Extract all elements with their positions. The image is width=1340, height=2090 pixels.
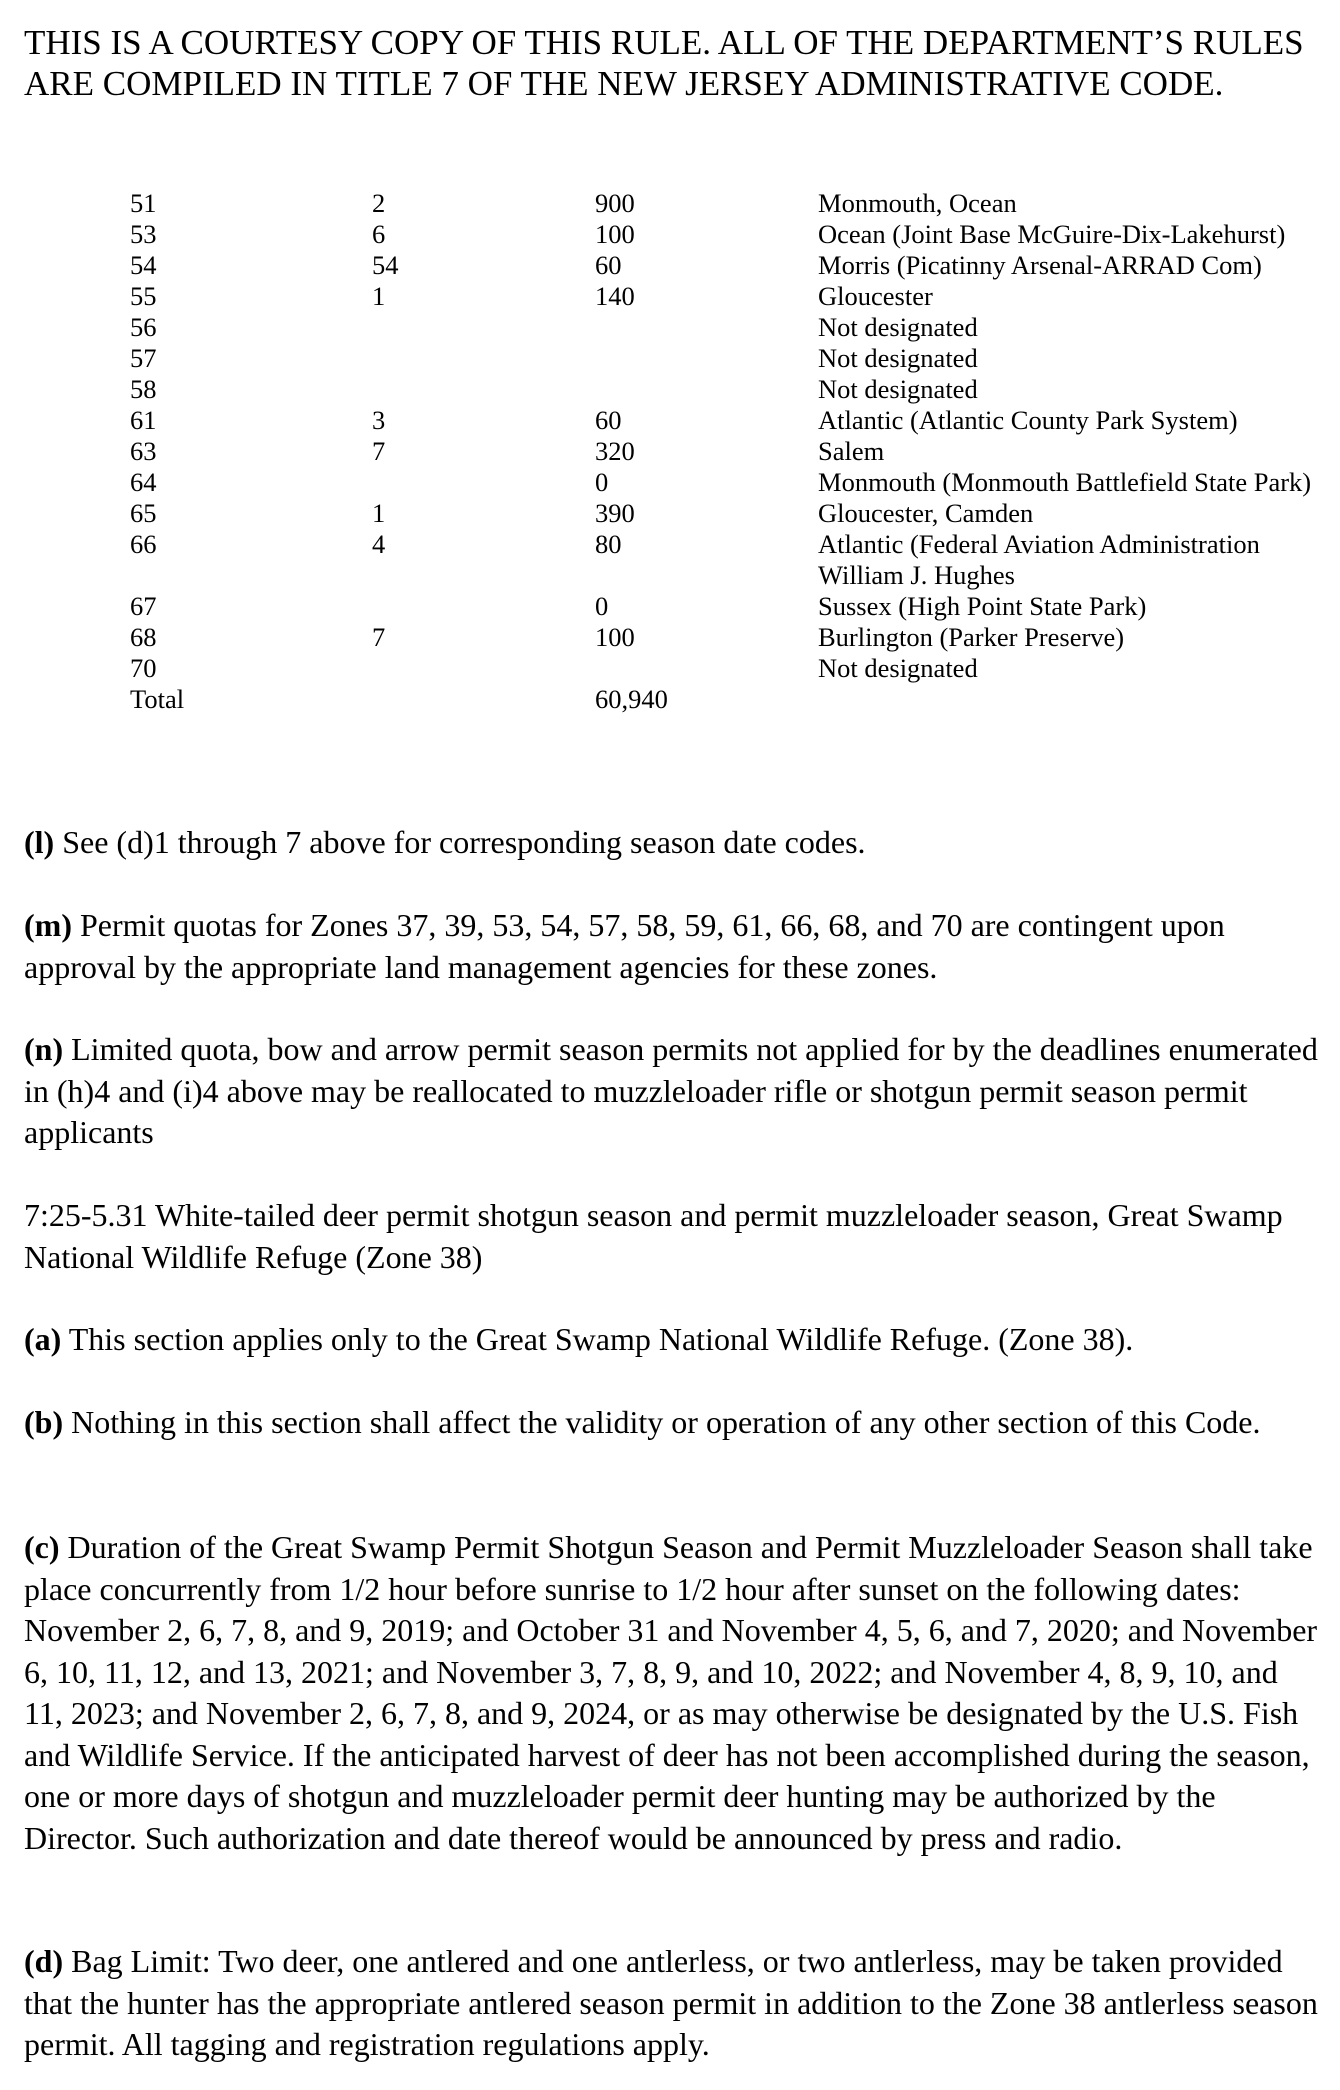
paragraph-label: (l) [24,824,55,860]
quota-cell: 80 [595,529,622,559]
hunt-code-cell: 7 [372,436,386,466]
hunt-code-cell: 4 [372,529,386,559]
paragraph-text: See (d)1 through 7 above for corresponding season date codes. [62,824,866,860]
hunt-code-cell: 6 [372,219,386,249]
paragraph-m [24,905,1324,988]
table-row [130,343,1318,374]
county-cell: Not designated [818,312,978,342]
paragraph-l [24,822,1324,864]
hunt-code-cell [372,467,595,498]
paragraph-label: (n) [24,1031,64,1067]
zone-cell: 70 [130,653,157,683]
permit-quota-table [130,188,1318,715]
paragraph-label: (b) [24,1404,64,1440]
hunt-code-cell [372,653,595,684]
zone-cell: 54 [130,250,157,280]
paragraph-text: Permit quotas for Zones 37, 39, 53, 54, 57, 58, 59, 61, 66, 68, and 70 are contingent upon approval by the appropriate land management agencies for these zones. [24,907,1225,985]
zone-cell: 57 [130,343,157,373]
section-heading-text: 7:25-5.31 White-tailed deer permit shotgun season and permit muzzleloader season, Great Swamp National Wildlife Refuge (Zone 38) [24,1197,1283,1275]
zone-cell: 64 [130,467,157,497]
table-row [130,250,1318,281]
county-cell: Monmouth (Monmouth Battlefield State Park) [818,467,1312,497]
paragraph-text: This section applies only to the Great Swamp National Wildlife Refuge. (Zone 38). [68,1321,1134,1357]
paragraph-label: (m) [24,907,72,943]
county-cell: Gloucester, Camden [818,498,1034,528]
zone-cell: 68 [130,622,157,652]
table-row [130,374,1318,405]
table-row [130,498,1318,529]
county-cell: Not designated [818,374,978,404]
quota-cell: 140 [595,281,635,311]
quota-cell [595,343,818,374]
quota-cell [595,374,818,405]
hunt-code-cell: 1 [372,498,386,528]
table-row [130,622,1318,653]
hunt-code-cell: 2 [372,188,386,218]
county-cell: Atlantic (Federal Aviation Administration William J. Hughes [818,529,1260,590]
quota-cell: 0 [595,467,609,497]
county-cell: Monmouth, Ocean [818,188,1017,218]
county-cell: Atlantic (Atlantic County Park System) [818,405,1238,435]
quota-cell: 100 [595,622,635,652]
table-row [130,591,1318,622]
paragraph-label: (c) [24,1529,60,1565]
paragraph-label: (d) [24,1943,64,1979]
section-heading-7-25-5-31 [24,1195,1324,1278]
paragraph-a [24,1319,1324,1361]
quota-cell: 60,940 [595,684,668,714]
courtesy-copy-header: THIS IS A COURTESY COPY OF THIS RULE. ALL OF THE DEPARTMENT’S RULES ARE COMPILED IN TITLE 7 OF THE NEW JERSEY ADMINISTRATIVE CODE. [24,23,1304,103]
county-cell: Not designated [818,343,978,373]
hunt-code-cell: 54 [372,250,399,280]
hunt-code-cell [372,591,595,622]
zone-cell: Total [130,684,185,714]
county-cell: Ocean (Joint Base McGuire-Dix-Lakehurst) [818,219,1286,249]
zone-cell: 66 [130,529,157,559]
table-row [130,467,1318,498]
county-cell: Not designated [818,653,978,683]
county-cell [818,684,1318,715]
paragraph-label: (a) [24,1321,62,1357]
county-cell: Sussex (High Point State Park) [818,591,1147,621]
paragraph-c [24,1527,1324,1859]
hunt-code-cell [372,374,595,405]
paragraph-d [24,1941,1324,2066]
zone-cell: 55 [130,281,157,311]
county-cell: Burlington (Parker Preserve) [818,622,1125,652]
county-cell: Salem [818,436,885,466]
zone-cell: 61 [130,405,157,435]
zone-cell: 63 [130,436,157,466]
zone-cell: 58 [130,374,157,404]
paragraph-text: Duration of the Great Swamp Permit Shotgun Season and Permit Muzzleloader Season shall take place concurrently from 1/2 hour before sunrise to 1/2 hour after sunset on the following dates: November 2, 6, 7, 8, and 9, 2019; and October 31 and November 4, 5, 6, and 7, 2020; and November 6, 10, 11, 12, and 13, 2021; and November 3, 7, 8, 9, and 10, 2022; and November 4, 8, 9, 10, and 11, 2023; and November 2, 6, 7, 8, and 9, 2024, or as may otherwise be designated by the U.S. Fish and Wildlife Service. If the anticipated harvest of deer has not been accomplished during the season, one or more days of shotgun and muzzleloader permit deer hunting may be authorized by the Director. Such authorization and date thereof would be announced by press and radio. [24,1529,1318,1856]
table-row [130,219,1318,250]
table-row [130,405,1318,436]
paragraph-text: Limited quota, bow and arrow permit season permits not applied for by the deadlines enumerated in (h)4 and (i)4 above may be reallocated to muzzleloader rifle or shotgun permit season permit applicants [24,1031,1318,1150]
hunt-code-cell [372,312,595,343]
county-cell: Gloucester [818,281,933,311]
table-row [130,281,1318,312]
table-row [130,312,1318,343]
hunt-code-cell [372,343,595,374]
total-row [130,684,1318,715]
hunt-code-cell [372,684,595,715]
quota-cell: 390 [595,498,635,528]
hunt-code-cell: 1 [372,281,386,311]
hunt-code-cell: 7 [372,622,386,652]
quota-cell: 60 [595,250,622,280]
quota-cell: 0 [595,591,609,621]
table-row [130,529,1318,591]
quota-cell: 100 [595,219,635,249]
paragraph-text: Nothing in this section shall affect the validity or operation of any other section of this Code. [71,1404,1261,1440]
paragraph-text: Bag Limit: Two deer, one antlered and one antlerless, or two antlerless, may be taken provided that the hunter has the appropriate antlered season permit in addition to the Zone 38 antlerless season permit. All tagging and registration regulations apply. [24,1943,1318,2062]
paragraph-b [24,1402,1324,1444]
zone-cell: 67 [130,591,157,621]
quota-cell [595,653,818,684]
quota-cell: 60 [595,405,622,435]
table-row [130,653,1318,684]
quota-cell: 320 [595,436,635,466]
zone-cell: 65 [130,498,157,528]
table-row [130,436,1318,467]
county-cell: Morris (Picatinny Arsenal-ARRAD Com) [818,250,1262,280]
zone-cell: 51 [130,188,157,218]
paragraph-n [24,1029,1324,1154]
quota-cell: 900 [595,188,635,218]
quota-cell [595,312,818,343]
table-row [130,188,1318,219]
zone-cell: 56 [130,312,157,342]
zone-cell: 53 [130,219,157,249]
hunt-code-cell: 3 [372,405,386,435]
